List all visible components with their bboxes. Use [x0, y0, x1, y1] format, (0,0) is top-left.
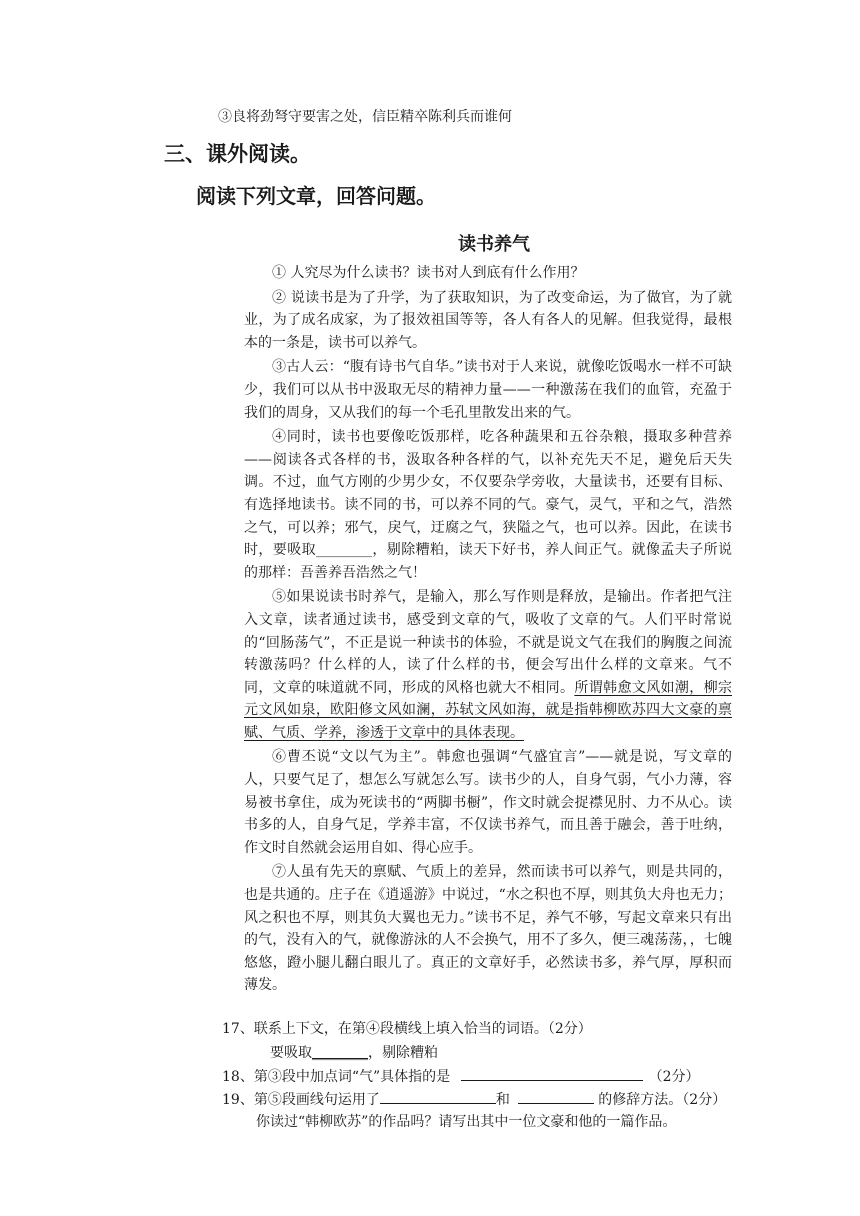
- question-text: 17、联系上下文，在第④段横线上填入恰当的词语。（2分）: [222, 1021, 592, 1037]
- paragraph-7: [244, 861, 732, 997]
- paragraph-text: ③古人云：“腹有诗书气自华。”读书对于人来说，就像吃饭喝水一样不可缺少，我们可以从书中汲取无尽的精神力量——一种激荡在我们的血管，充盈于我们的周身，又从我们的每一个毛孔里散发出来的气。: [244, 359, 732, 421]
- article-body: [244, 262, 732, 997]
- paragraph-text: ⑦人虽有先天的禀赋、气质上的差异，然而读书可以养气，则是共同的，也是共通的。庄子在《逍遥游》中说过，“水之积也不厚，则其负大舟也无力；风之积也不厚，则其负大翼也无力。”读书不足，养气不够，写起文章来只有出的气，没有入的气，就像游泳的人不会换气，用不了多久，便三魂荡荡，，七魄悠悠，蹬小腿儿翻白眼儿了。真正的文章好手，必然读书多，养气厚，厚积而薄发。: [244, 864, 732, 994]
- paragraph-text: ⑤如果说读书时养气，是输入，那么写作则是释放，是输出。作者把气注入文章，读者通过读书，感受到文章的气，吸收了文章的气。人们平时常说的“回肠荡气”，不正是说一种读书的体验，不就是说文气在我们的胸腹之间流转激荡吗？什么样的人，读了什么样的书，便会写出什么样的文章来。气不同，文章的味道就不同，形成的风格也就大不相同。: [244, 589, 732, 696]
- question-18: [222, 1065, 700, 1086]
- paragraph-text: ⑥曹丕说“文以气为主”。韩愈也强调“气盛宜言”——就是说，写文章的人，只要气足了，想怎么写就怎么写。读书少的人，自身气弱，气小力薄，容易被书拿住，成为死读书的“两脚书橱”，作文时就会捉襟见肘、力不从心。读书多的人，自身气足，学养丰富，不仅读书养气，而且善于融会，善于吐纳，作文时自然就会运用自如、得心应手。: [244, 749, 732, 856]
- paragraph-text: ① 人究尽为什么读书？读书对人到底有什么作用？: [272, 265, 585, 281]
- question-text: 19、第⑤段画线句运用了: [222, 1092, 380, 1108]
- question-19: [222, 1088, 726, 1109]
- question-text: ，剔除糟粕: [368, 1045, 438, 1061]
- paragraph-6: [244, 746, 732, 859]
- paragraph-text: ，剔除糟粕，读天下好书，养人间正气。就像孟夫子所说的那样：吾善养吾浩然之气！: [244, 542, 732, 581]
- answer-blank[interactable]: [461, 1065, 643, 1081]
- answer-blank[interactable]: [380, 1088, 496, 1104]
- reading-instruction: 阅读下列文章，回答问题。: [196, 184, 436, 208]
- question-text: 要吸取: [270, 1045, 312, 1061]
- question-text: 的修辞方法。（2分）: [598, 1092, 727, 1108]
- question-text: （2分）: [648, 1069, 700, 1085]
- question-text: 和: [495, 1092, 510, 1108]
- paragraph-text: ④同时，读书也要像吃饭那样，吃各种蔬果和五谷杂粮，摄取多种营养——阅读各式各样的书，汲取各种各样的气，以补充先天不足，避免后天失调。不过，血气方刚的少男少女，不仅要杂学旁收，大量读书，还要有目标、有选择地读书。读不同的书，可以养不同的气。豪气，灵气，平和之气，浩然之气，可以养；邪气，戾气，迂腐之气，狭隘之气，也可以养。因此，在读书时，要吸取: [244, 429, 732, 559]
- paragraph-5: [244, 586, 732, 744]
- paragraph-4: [244, 426, 732, 584]
- question-17: [222, 1018, 592, 1038]
- answer-blank[interactable]: ________: [312, 1045, 368, 1061]
- paragraph-1: [244, 262, 732, 285]
- previous-question-item: ③良将劲弩守要害之处，信臣精卒陈利兵而谁何: [218, 109, 512, 125]
- paragraph-2: [244, 287, 732, 355]
- paragraph-text: ② 说读书是为了升学，为了获取知识，为了改变命运，为了做官，为了就业，为了成名成家，为了报效祖国等等，各人有各人的见解。但我觉得，最根本的一条是，读书可以养气。: [244, 289, 732, 351]
- question-19-extra: [256, 1111, 676, 1131]
- underlined-sentence: 所谓韩愈文风如潮，柳宗元文风如泉，欧阳修文风如澜，苏轼文风如海，就是指韩柳欧苏四大文豪的禀赋、气质、学养，渗透于文章中的具体表现。: [244, 679, 733, 741]
- fill-blank[interactable]: ________: [316, 542, 372, 559]
- question-text: 你读过“韩柳欧苏”的作品吗？请写出其中一位文豪和他的一篇作品。: [256, 1114, 677, 1130]
- paragraph-3: [244, 356, 732, 424]
- section-heading: 三、课外阅读。: [164, 142, 311, 166]
- article-title: 读书养气: [458, 234, 530, 255]
- question-text: 18、第③段中加点词“气”具体指的是: [222, 1069, 451, 1085]
- answer-blank[interactable]: [518, 1088, 594, 1104]
- question-17-answer: [270, 1042, 438, 1062]
